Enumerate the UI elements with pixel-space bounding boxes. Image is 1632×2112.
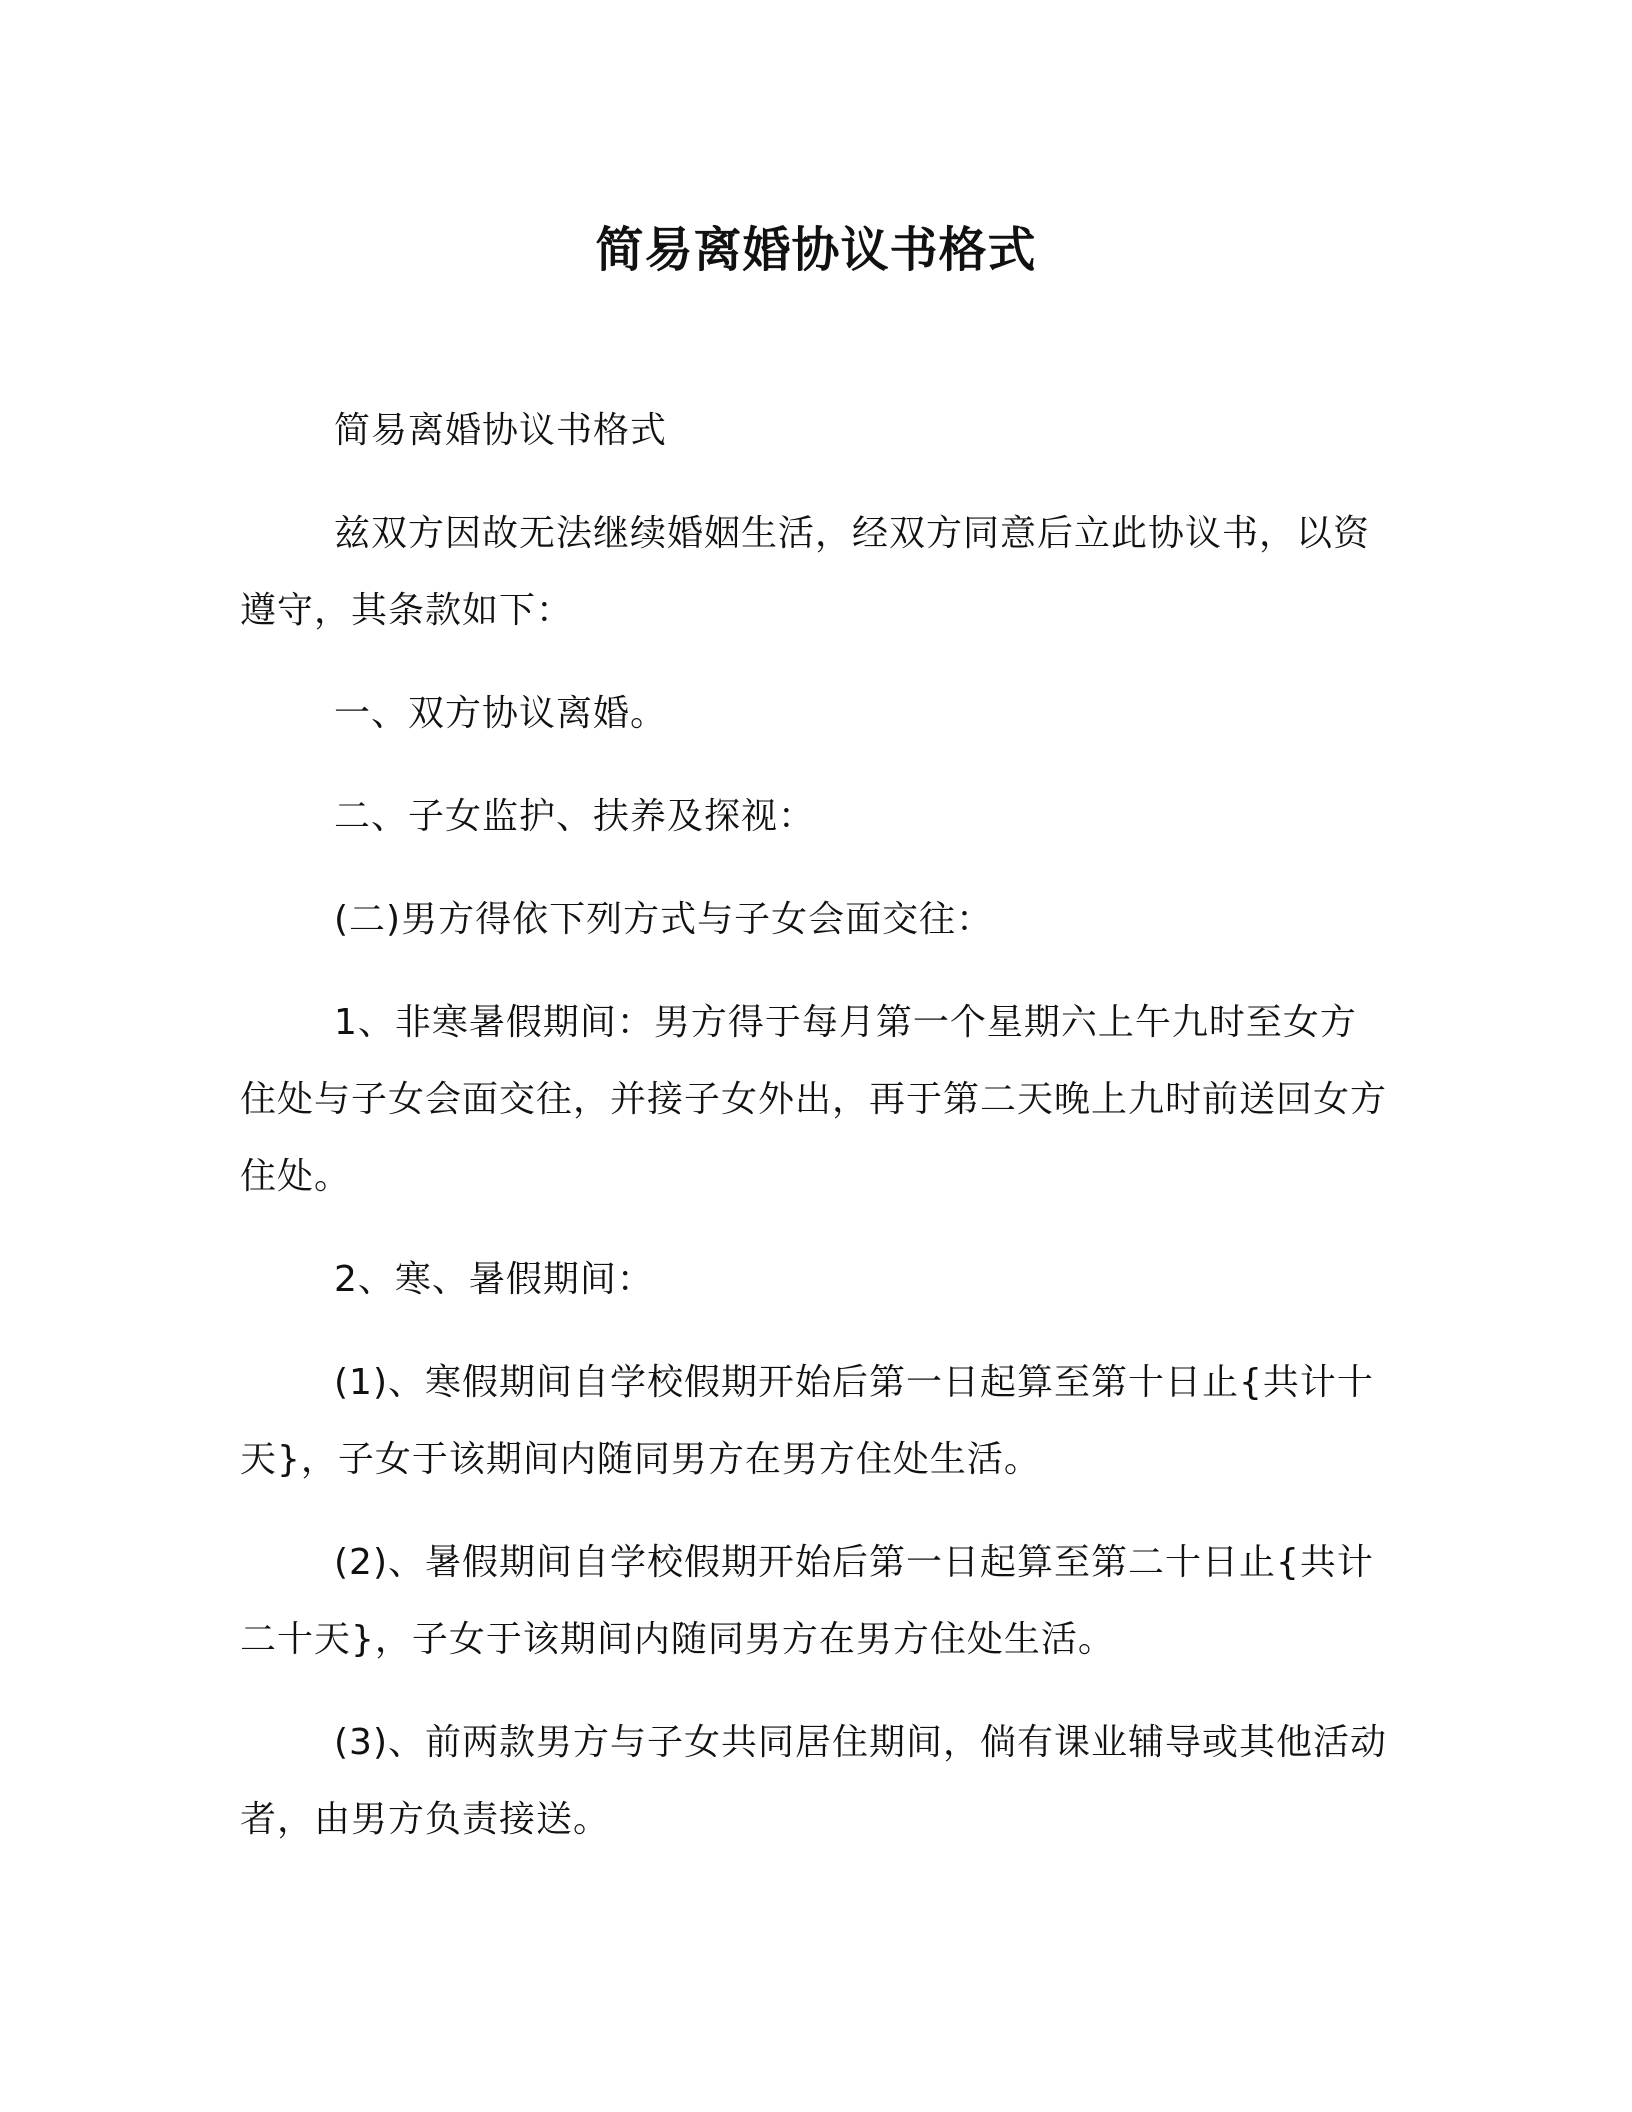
paragraph-item-2-1: (1)、寒假期间自学校假期开始后第一日起算至第十日止{共计十天}，子女于该期间内随同男方在男方住处生活。 xyxy=(240,1362,1374,1480)
paragraph-item-2: 2、寒、暑假期间： xyxy=(334,1259,654,1300)
paragraph-preamble: 兹双方因故无法继续婚姻生活，经双方同意后立此协议书，以资遵守，其条款如下： xyxy=(240,513,1371,631)
paragraph-heading-repeat: 简易离婚协议书格式 xyxy=(334,410,668,451)
paragraph-subclause-2: (二)男方得依下列方式与子女会面交往： xyxy=(334,899,994,940)
paragraph-item-2-2: (2)、暑假期间自学校假期开始后第一日起算至第二十日止{共计二十天}，子女于该期间内随同男方在男方住处生活。 xyxy=(240,1542,1374,1660)
paragraph-clause-1: 一、双方协议离婚。 xyxy=(334,693,668,734)
paragraph-clause-2: 二、子女监护、扶养及探视： xyxy=(334,796,816,837)
document-title: 简易离婚协议书格式 xyxy=(595,222,1037,278)
paragraph-item-1: 1、非寒暑假期间：男方得于每月第一个星期六上午九时至女方住处与子女会面交往，并接子女外出，再于第二天晚上九时前送回女方住处。 xyxy=(240,1002,1388,1197)
document-body xyxy=(240,392,1392,1884)
paragraph-item-2-3: (3)、前两款男方与子女共同居住期间，倘有课业辅导或其他活动者，由男方负责接送。 xyxy=(240,1722,1387,1840)
